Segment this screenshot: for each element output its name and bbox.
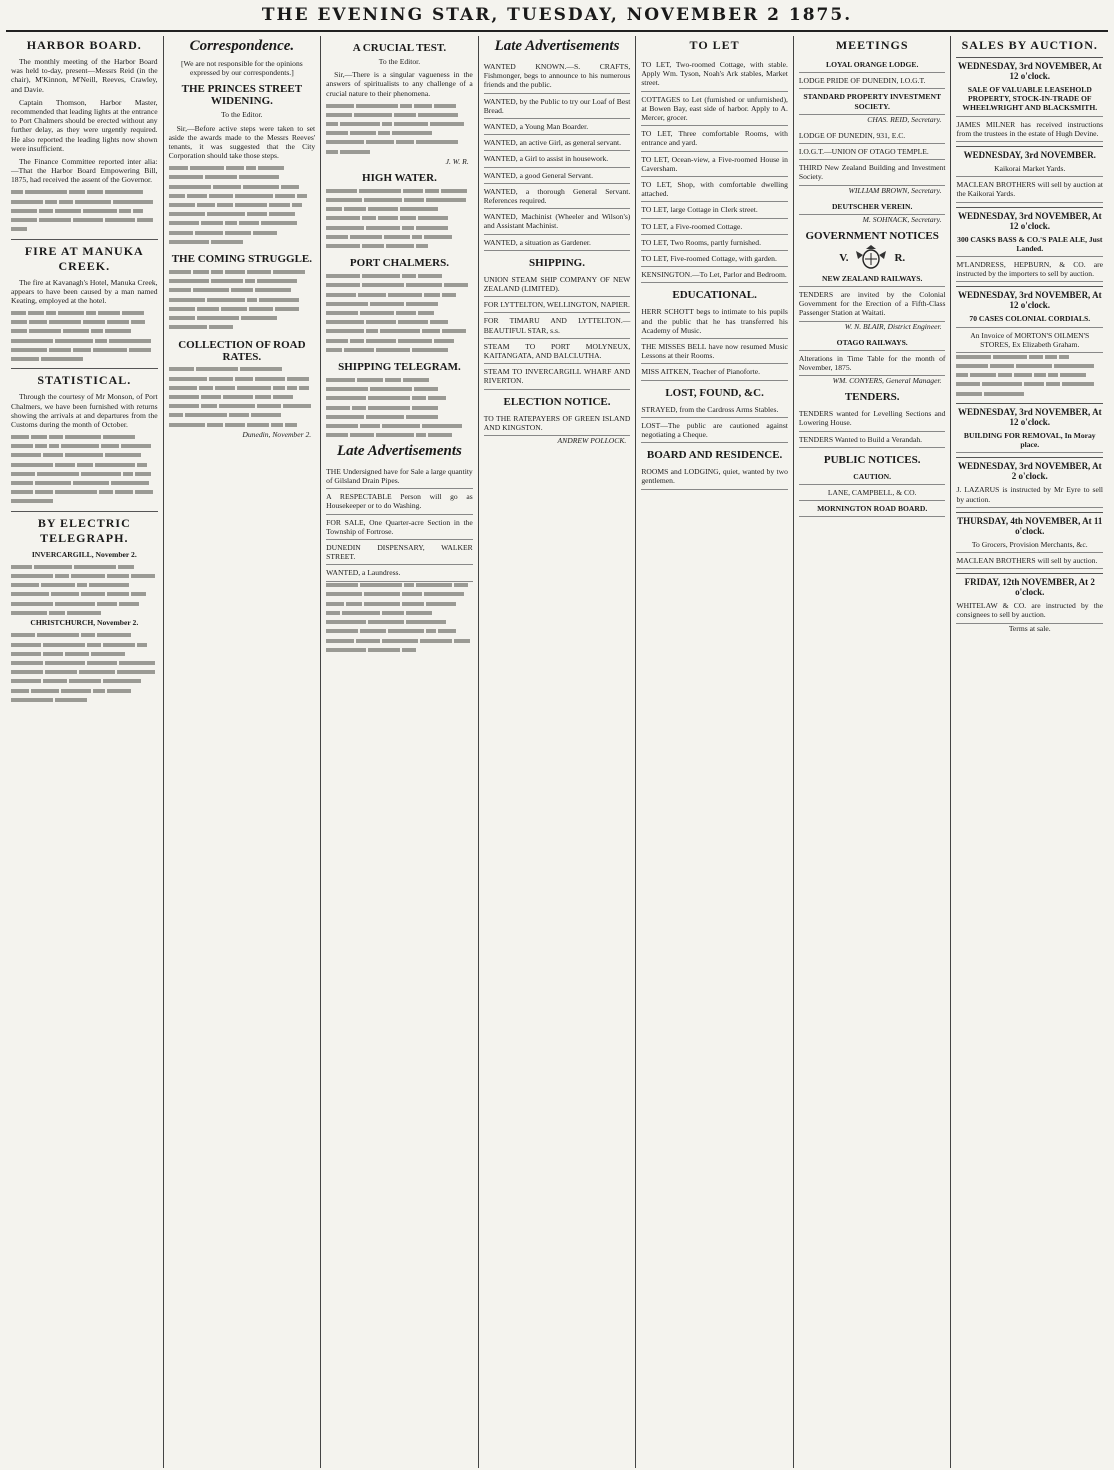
advertisement: TENDERS are invited by the Colonial Government for the Erection of a Fifth-Class Passenger Station at Waitati. — [799, 287, 946, 322]
advertisement: STEAM TO PORT MOLYNEUX, KAITANGATA, AND BALCLUTHA. — [484, 339, 631, 364]
section-heading: THE COMING STRUGGLE. — [171, 253, 312, 266]
sale-date: WEDNESDAY, 3rd NOVEMBER, At 12 o'clock. — [956, 286, 1103, 310]
signature: W. N. BLAIR, District Engineer. — [844, 321, 942, 331]
advertisement: MACLEAN BROTHERS will sell by auction at the Kaikorai Yards. — [956, 177, 1103, 202]
sale-date: FRIDAY, 12th NOVEMBER, At 2 o'clock. — [956, 573, 1103, 597]
advertisement: THIRD New Zealand Building and Investment Society. — [799, 160, 946, 185]
advertisement-text — [326, 582, 473, 656]
letter-body-text — [169, 268, 316, 332]
section-heading: SHIPPING TELEGRAM. — [338, 361, 461, 374]
advertisement: WANTED, a Laundress. — [326, 565, 473, 581]
advertisement: TO LET, Five-roomed Cottage, with garden. — [641, 251, 788, 267]
advertisement: WANTED, a Young Man Boarder. — [484, 119, 631, 135]
section-heading: A CRUCIAL TEST. — [352, 42, 447, 54]
correspondence-heading: Correspondence. — [189, 38, 295, 54]
shipping-text — [326, 376, 473, 440]
divider — [11, 368, 158, 369]
late-ads-heading: Late Advertisements — [337, 442, 462, 459]
meetings-heading: MEETINGS — [835, 38, 909, 52]
advertisement: FOR SALE, One Quarter-acre Section in the Township of Fortrose. — [326, 515, 473, 540]
advertisement: TO LET, Shop, with comfortable dwelling attached. — [641, 177, 788, 202]
masthead: THE EVENING STAR, TUESDAY, NOVEMBER 2 1875. — [6, 0, 1108, 32]
section-heading: THE PRINCES STREET WIDENING. — [181, 83, 303, 108]
article-paragraph: Captain Thomson, Harbor Master, recommended that leading lights at the entrance to Port Chalmers should be erected without any further delay, as they were urgently required. He also reported the leading lights now shown were insufficient. — [11, 97, 158, 153]
salutation: To the Editor. — [378, 57, 421, 66]
advertisement: I.O.G.T.—UNION OF OTAGO TEMPLE. — [799, 144, 946, 160]
advertisement: MACLEAN BROTHERS will sell by auction. — [956, 553, 1103, 569]
advertisement: WANTED KNOWN.—S. CRAFTS, Fishmonger, begs to announce to his numerous friends and the public. — [484, 59, 631, 94]
section-heading: HIGH WATER. — [362, 172, 437, 185]
royal-crest — [799, 245, 946, 271]
advertisement: STRAYED, from the Cardross Arms Stables. — [641, 402, 788, 418]
signature: WM. CONYERS, General Manager. — [832, 376, 942, 386]
advertisement: LODGE OF DUNEDIN, 931, E.C. — [799, 128, 946, 144]
signature: ANDREW POLLOCK. — [557, 436, 627, 446]
advertisement: An Invoice of MORTON'S OILMEN'S STORES, Ex Elizabeth Graham. — [956, 328, 1103, 353]
advertisement: Kaikorai Market Yards. — [956, 161, 1103, 177]
shipping-text — [326, 272, 473, 355]
advertisement: HERR SCHOTT begs to intimate to his pupils and the public that he has transferred his Academy of Music. — [641, 304, 788, 339]
crest-letter: R. — [894, 251, 906, 264]
advertisement: FOR TIMARU AND LYTTELTON.—BEAUTIFUL STAR, s.s. — [484, 313, 631, 338]
crest-icon — [854, 245, 888, 271]
advertisement: J. LAZARUS is instructed by Mr Eyre to sell by auction. — [956, 482, 1103, 507]
terms-note: Terms at sale. — [1008, 623, 1051, 633]
advertisement: THE Undersigned have for Sale a large quantity of Gilsland Drain Pipes. — [326, 464, 473, 489]
advertisement: TO LET, Two-roomed Cottage, with stable. Apply Wm. Tyson, Noah's Ark stables, Market street. — [641, 57, 788, 92]
letter-paragraph: Sir,—There is a singular vagueness in the answers of spiritualists to any challenge of a crucial nature to their phenomena. — [326, 70, 473, 98]
advertisement: TO LET, Ocean-view, a Five-roomed House in Caversham. — [641, 152, 788, 177]
advertisement: Alterations in Time Table for the month of November, 1875. — [799, 351, 946, 376]
signature: Dunedin, November 2. — [242, 430, 312, 440]
advertisement: TO LET, Three comfortable Rooms, with entrance and yard. — [641, 126, 788, 151]
advertisement: TO LET, Two Rooms, partly furnished. — [641, 235, 788, 251]
section-heading: LOST, FOUND, &C. — [665, 386, 764, 399]
advertisement: TO LET, large Cottage in Clerk street. — [641, 202, 788, 218]
advertisement: UNION STEAM SHIP COMPANY OF NEW ZEALAND (LIMITED). — [484, 272, 631, 297]
section-heading: PUBLIC NOTICES. — [823, 453, 921, 466]
advertisement: JAMES MILNER has received instructions from the trustees in the estate of Hugh Devine. — [956, 117, 1103, 142]
advertisement: LOST—The public are cautioned against negotiating a Cheque. — [641, 418, 788, 443]
section-heading: EDUCATIONAL. — [672, 289, 757, 302]
inventory-list — [956, 353, 1103, 399]
column-3 — [321, 36, 479, 1468]
advertisement: SALE OF VALUABLE LEASEHOLD PROPERTY, STOCK-IN-TRADE OF WHEELWRIGHT AND BLACKSMITH. — [956, 82, 1103, 117]
advertisement: BUILDING FOR REMOVAL, In Moray place. — [956, 428, 1103, 453]
article-body-text — [11, 309, 158, 364]
advertisement: FOR LYTTELTON, WELLINGTON, NAPIER. — [484, 297, 631, 313]
auction-heading: SALES BY AUCTION. — [961, 38, 1098, 52]
column-2 — [164, 36, 322, 1468]
advertisement: WANTED, a Girl to assist in housework. — [484, 151, 631, 167]
harbor-board-heading: HARBOR BOARD. — [26, 38, 142, 52]
advertisement: DEUTSCHER VEREIN. — [799, 199, 946, 215]
tide-table — [326, 187, 473, 251]
article-paragraph: Through the courtesy of Mr Monson, of Port Chalmers, we have been furnished with returns showing the arrivals at and departures from the Customs during the month of October. — [11, 392, 158, 430]
advertisement: LANE, CAMPBELL, & CO. — [799, 485, 946, 501]
advertisement: LOYAL ORANGE LODGE. — [799, 57, 946, 73]
sale-date: THURSDAY, 4th NOVEMBER, At 11 o'clock. — [956, 512, 1103, 536]
advertisement: WANTED, Machinist (Wheeler and Wilson's) and Assistant Machinist. — [484, 209, 631, 234]
article-paragraph: The fire at Kavanagh's Hotel, Manuka Creek, appears to have been caused by a man named Keating, employed at the hotel. — [11, 277, 158, 306]
advertisement: CAUTION. — [799, 469, 946, 485]
signature: J. W. R. — [445, 157, 469, 167]
advertisement: WANTED, a situation as Gardener. — [484, 235, 631, 251]
statistical-heading: STATISTICAL. — [37, 373, 132, 388]
fire-heading: FIRE AT MANUKA CREEK. — [24, 243, 144, 273]
advertisement: WANTED, a thorough General Servant. References required. — [484, 184, 631, 209]
sale-date: WEDNESDAY, 3rd NOVEMBER, At 2 o'clock. — [956, 457, 1103, 481]
advertisement: To Grocers, Provision Merchants, &c. — [956, 537, 1103, 553]
advertisement: TO THE RATEPAYERS OF GREEN ISLAND AND KINGSTON. — [484, 411, 631, 436]
article-paragraph: The monthly meeting of the Harbor Board was held to-day, present—Messrs Reid (in the chair), M'Kinnon, M'Neill, Reeves, Crawley, and Davie. — [11, 57, 158, 94]
advertisement: 70 CASES COLONIAL CORDIALS. — [956, 311, 1103, 327]
section-heading: GOVERNMENT NOTICES — [805, 229, 939, 242]
advertisement: COTTAGES to Let (furnished or unfurnished), at Bowen Bay, east side of harbor. Apply to A. Mercer, grocer. — [641, 92, 788, 127]
column-7 — [951, 36, 1108, 1468]
signature: CHAS. REID, Secretary. — [867, 114, 942, 124]
article-body-text — [11, 563, 158, 618]
telegraph-heading: BY ELECTRIC TELEGRAPH. — [37, 515, 131, 545]
divider — [11, 511, 158, 512]
section-heading: TENDERS. — [844, 391, 900, 404]
advertisement: A RESPECTABLE Person will go as Housekeeper or to do Washing. — [326, 489, 473, 514]
signature: M. SOHNACK, Secretary. — [862, 214, 942, 224]
crest-letter: V. — [839, 251, 849, 264]
editorial-note: [We are not responsible for the opinions expressed by our correspondents.] — [181, 59, 303, 78]
advertisement: MORNINGTON ROAD BOARD. — [799, 501, 946, 517]
column-1 — [6, 36, 164, 1468]
advertisement: M'LANDRESS, HEPBURN, & CO. are instructed by the importers to sell by auction. — [956, 257, 1103, 282]
advertisement: TENDERS wanted for Levelling Sections and Lowering House. — [799, 406, 946, 431]
advertisement: TENDERS Wanted to Build a Verandah. — [799, 432, 946, 448]
article-body-text — [11, 189, 158, 235]
advertisement: TO LET, a Five-roomed Cottage. — [641, 219, 788, 235]
letter-body-text — [326, 102, 473, 157]
late-ads-heading: Late Advertisements — [494, 38, 620, 54]
advertisement: MISS AITKEN, Teacher of Pianoforte. — [641, 364, 788, 380]
advertisement: WANTED, a good General Servant. — [484, 168, 631, 184]
letter-body-text — [169, 366, 316, 430]
sale-date: WEDNESDAY, 3rd NOVEMBER, At 12 o'clock. — [956, 403, 1103, 427]
advertisement: DUNEDIN DISPENSARY, WALKER STREET. — [326, 540, 473, 565]
advertisement: WANTED, by the Public to try our Loaf of Best Bread. — [484, 94, 631, 119]
advertisement: STEAM TO INVERCARGILL WHARF AND RIVERTON. — [484, 364, 631, 389]
advertisement: ROOMS and LODGING, quiet, wanted by two gentlemen. — [641, 464, 788, 489]
advertisement: KENSINGTON.—To Let, Parlor and Bedroom. — [641, 267, 788, 283]
advertisement: NEW ZEALAND RAILWAYS. — [799, 271, 946, 287]
advertisement: 300 CASKS BASS & CO.'S PALE ALE, Just Landed. — [956, 232, 1103, 257]
article-paragraph: The Finance Committee reported inter alia:—That the Harbor Board Empowering Bill, 1875, had received the assent of the Governor. — [11, 157, 158, 185]
section-heading: BOARD AND RESIDENCE. — [646, 449, 783, 462]
section-heading: PORT CHALMERS. — [349, 257, 449, 270]
advertisement: WANTED, an active Girl, as general servant. — [484, 135, 631, 151]
column-5 — [636, 36, 794, 1468]
letter-paragraph: Sir,—Before active steps were taken to set aside the awards made to the Messrs Reeves' tenants, it was suggested that the City Corporation should take those steps. — [168, 123, 316, 161]
column-6 — [794, 36, 952, 1468]
section-heading: ELECTION NOTICE. — [503, 395, 611, 408]
article-body-text — [11, 433, 158, 507]
sale-date: WEDNESDAY, 3rd NOVEMBER, At 12 o'clock. — [956, 207, 1103, 231]
article-body-text — [11, 632, 158, 706]
advertisement: THE MISSES BELL have now resumed Music Lessons at their Rooms. — [641, 339, 788, 364]
advertisement: STANDARD PROPERTY INVESTMENT SOCIETY. — [799, 89, 946, 114]
signature: WILLIAM BROWN, Secretary. — [848, 185, 942, 195]
dateline: CHRISTCHURCH, November 2. — [30, 618, 139, 628]
dateline: INVERCARGILL, November 2. — [31, 549, 137, 559]
advertisement: WHITELAW & CO. are instructed by the consignees to sell by auction. — [956, 598, 1103, 623]
sale-date: WEDNESDAY, 3rd NOVEMBER. — [956, 146, 1103, 160]
sale-date: WEDNESDAY, 3rd NOVEMBER, At 12 o'clock. — [956, 57, 1103, 81]
divider — [11, 239, 158, 240]
section-heading: COLLECTION OF ROAD RATES. — [178, 338, 306, 363]
to-let-heading: TO LET — [689, 38, 740, 52]
letter-body-text — [169, 164, 316, 247]
section-heading: SHIPPING. — [529, 256, 585, 269]
advertisement: LODGE PRIDE OF DUNEDIN, I.O.G.T. — [799, 73, 946, 89]
salutation: To the Editor. — [221, 110, 263, 120]
advertisement: OTAGO RAILWAYS. — [799, 335, 946, 351]
column-4 — [479, 36, 637, 1468]
columns — [6, 36, 1108, 1468]
